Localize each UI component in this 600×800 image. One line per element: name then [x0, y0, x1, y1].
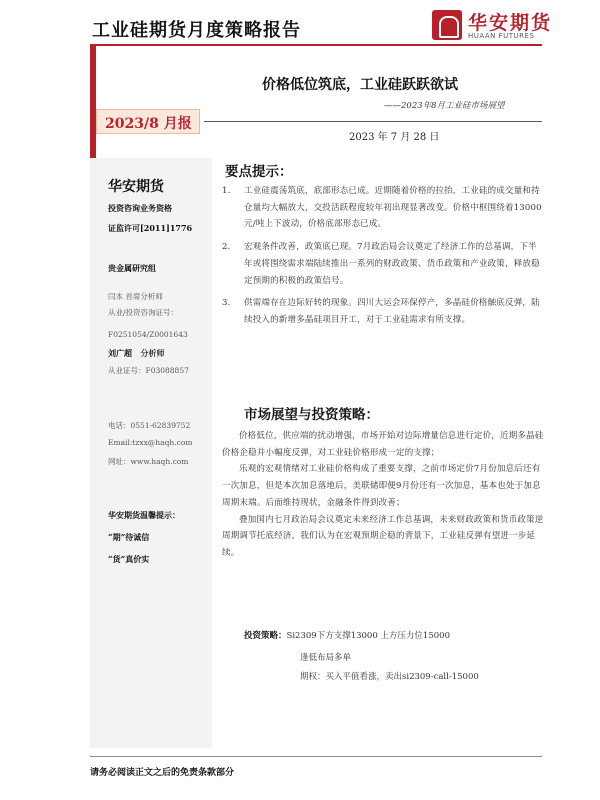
outlook-paragraph-2: 乐观的宏观情绪对工业硅价格构成了重要支撑，之前市场定价7月份加息后还有一次加息，但是本次加息落地后，美联储即便9月份还有一次加息，基本也处于加息周期末端。后面维持现状，金融条件得到改善； [222, 464, 541, 508]
highlight-item [222, 183, 544, 233]
highlight-number: 3. [222, 298, 231, 309]
sidebar-qualification: 投资咨询业务资格 [108, 203, 172, 213]
outlook-body [222, 428, 544, 562]
month-badge [96, 109, 200, 134]
footer-divider [90, 756, 542, 757]
header-title: 工业硅期货月度策略报告 [92, 20, 301, 41]
highlight-text: 供需端存在边际好转的现象。四川大运会环保停产，多晶硅价格触底反弹，陆续投入的新增多晶硅项目开工，对于工业硅需求有所支撑。 [244, 298, 540, 325]
outlook-paragraph-3: 叠加国内七月政治局会议奠定未来经济工作总基调，未来财政政策和货币政策逆周期调节托底经济，我们认为在宏观预期企稳的背景下，工业硅反弹有望进一步延续。 [222, 514, 544, 558]
page-header [0, 0, 600, 46]
contact-phone: 电话：0551-62839752 [108, 421, 191, 430]
analyst1-role: 闫本 首席分析师 [108, 292, 163, 301]
tip-1: “期”待诚信 [108, 532, 150, 542]
highlight-number: 1. [222, 186, 231, 196]
highlight-text: 宏观条件改善，政策底已现。7月政治局会议奠定了经济工作的总基调，下半年或将围绕需求端陆续推出一系列的财政政策、货币政策和产业政策，释放稳定预期的积极的政策信号。 [244, 242, 540, 286]
highlight-item [222, 295, 544, 328]
report-date: 2023 年 7 月 28 日 [349, 132, 440, 143]
strategy-line-1 [244, 628, 450, 645]
huaan-logo-icon [432, 10, 462, 40]
red-accent-band [90, 46, 96, 166]
header-divider [90, 44, 542, 46]
tip-title: 华安期货温馨提示： [108, 510, 180, 520]
contact-email: Email:tzxx@haqh.com [108, 438, 193, 447]
sidebar-team: 贵金属研究组 [108, 263, 156, 273]
logo-english: HUAAN FUTURES [468, 32, 535, 40]
analyst1-cert-label: 从业/投资咨询证号： [108, 308, 179, 317]
highlight-text: 工业硅震荡筑底，底部形态已成。近期随着价格的拉抬，工业硅的成交量和持仓量均大幅放大，交投活跃程度较年初出现显著改变。价格中枢围绕着13000元/吨上下波动，价格底部形态已成。 [244, 186, 542, 230]
highlights-heading: 要点提示： [225, 164, 293, 180]
outlook-paragraph-1: 价格低位，供应端的扰动增强，市场开始对边际增量信息进行定价，近期多晶硅价格企稳并小幅度反弹，对工业硅价格形成一定的支撑； [222, 431, 544, 458]
analyst2-name: 刘广超 [108, 348, 132, 358]
sidebar-license: 证监许可[2011]1776 [108, 223, 193, 233]
highlights-list [222, 183, 544, 329]
date-divider [204, 121, 542, 122]
month-badge-label: 2023/8 月报 [105, 116, 192, 132]
strategy-line-3: 期权：买入平值看涨，卖出si2309-call-15000 [300, 672, 479, 682]
logo-chinese: 华安期货 [468, 12, 553, 34]
strategy-value-1: Si2309下方支撑13000 上方压力位15000 [286, 631, 450, 641]
strategy-label: 投资策略： [244, 631, 287, 641]
tip-2: “货”真价实 [108, 554, 150, 564]
outlook-heading: 市场展望与投资策略： [244, 407, 379, 423]
strategy-line-2: 逢低布局多单 [300, 653, 352, 663]
report-title: 价格低位筑底，工业硅跃跃欲试 [262, 77, 458, 93]
highlight-item [222, 239, 544, 289]
analyst2-cert: 从业证号：F03088857 [108, 366, 189, 375]
sidebar-brand: 华安期货 [108, 179, 164, 195]
report-subtitle: ——2023年8月工业硅市场展望 [384, 101, 505, 111]
highlight-number: 2. [222, 242, 231, 253]
analyst1-cert: F0251054/Z0001643 [108, 330, 188, 339]
footer-disclaimer: 请务必阅读正文之后的免责条款部分 [90, 768, 235, 778]
analyst2 [108, 348, 165, 359]
analyst2-role: 分析师 [140, 348, 165, 358]
contact-website: 网址：www.haqh.com [108, 457, 189, 466]
sidebar [90, 158, 212, 748]
